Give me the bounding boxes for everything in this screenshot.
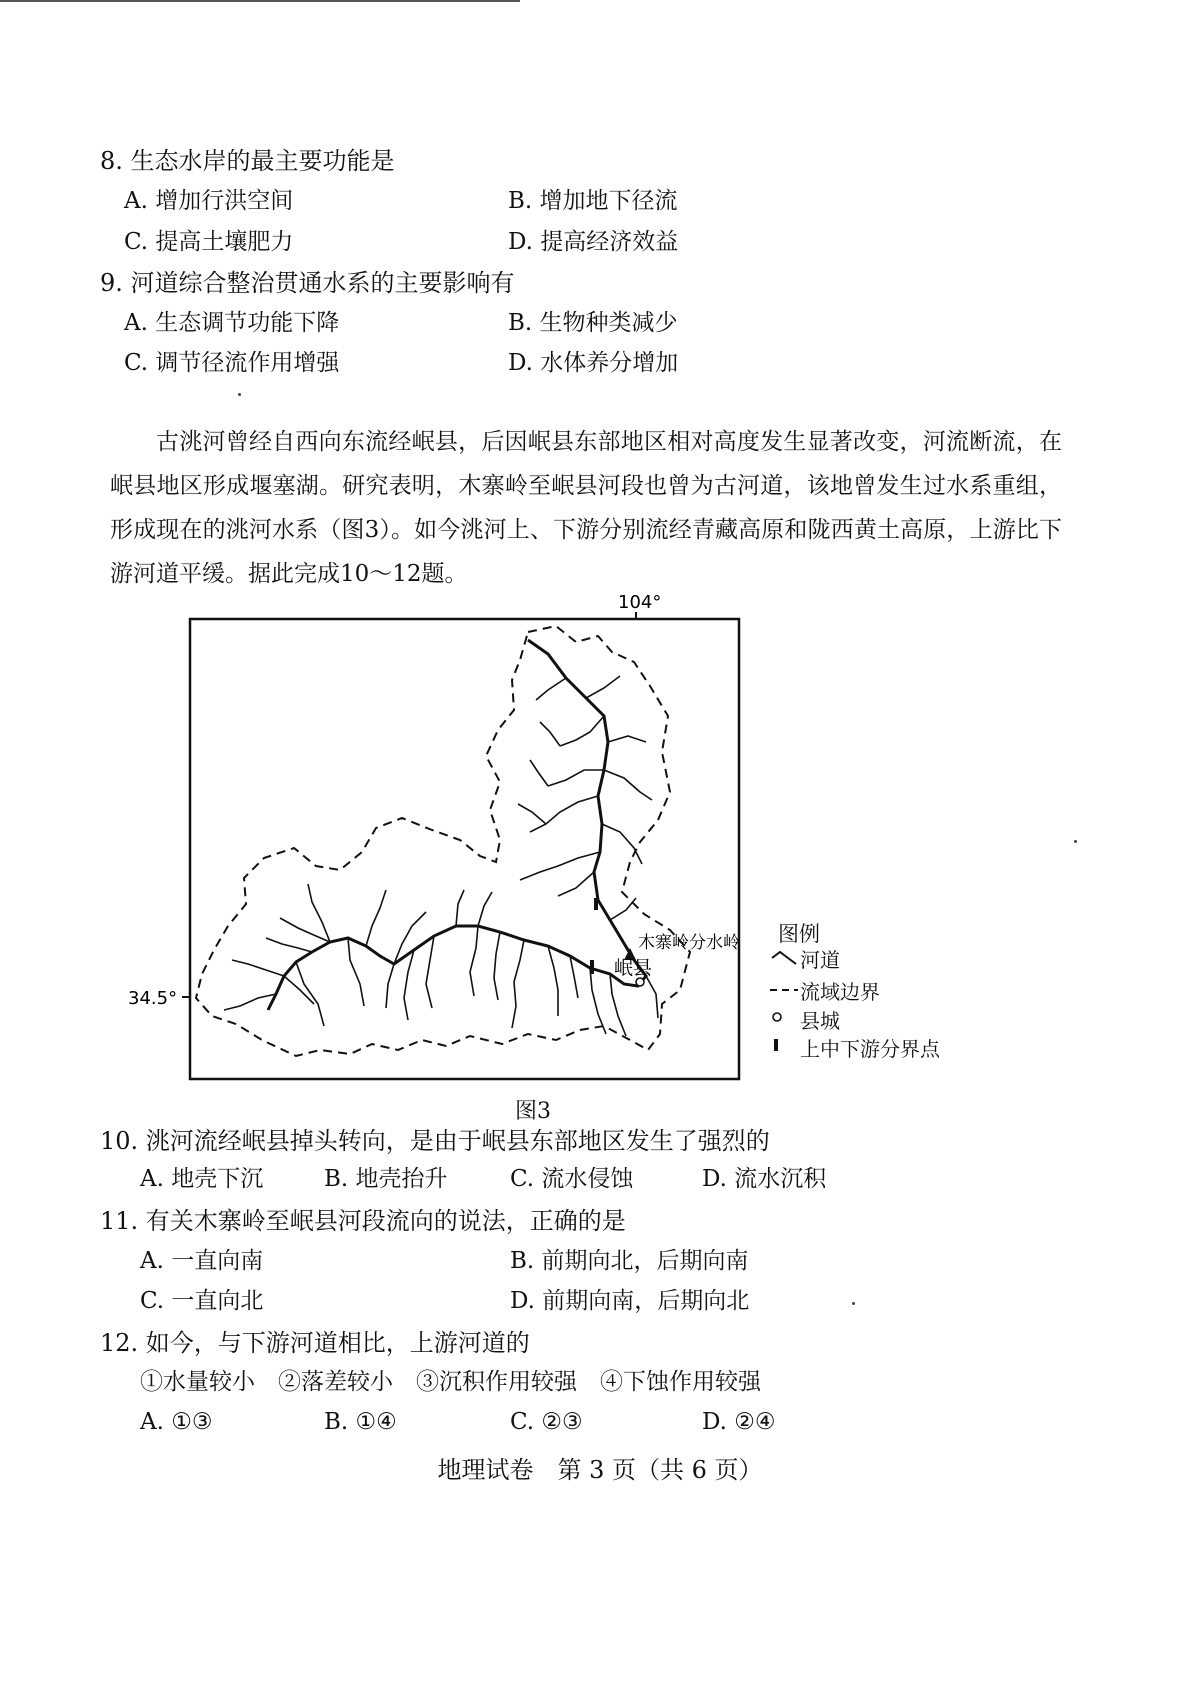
question-9-stem: 9. 河道综合整治贯通水系的主要影响有 bbox=[100, 269, 515, 297]
q10-option-c: C. 流水侵蚀 bbox=[510, 1166, 634, 1192]
scan-speck bbox=[852, 1302, 855, 1305]
reach-boundary-marker-1 bbox=[590, 960, 594, 974]
question-10-stem: 10. 洮河流经岷县掉头转向，是由于岷县东部地区发生了强烈的 bbox=[100, 1127, 770, 1155]
q8-option-b: B. 增加地下径流 bbox=[508, 188, 678, 214]
q10-option-d: D. 流水沉积 bbox=[702, 1166, 827, 1192]
minxian-county-dot bbox=[636, 978, 644, 986]
q12-option-a: A. ①③ bbox=[140, 1409, 213, 1435]
q12-option-b: B. ①④ bbox=[324, 1409, 397, 1435]
q8-option-a: A. 增加行洪空间 bbox=[124, 188, 294, 214]
q10-option-a: A. 地壳下沉 bbox=[140, 1166, 264, 1192]
page-footer: 地理试卷 第 3 页（共 6 页） bbox=[437, 1456, 763, 1484]
q11-option-d: D. 前期向南，后期向北 bbox=[510, 1288, 750, 1314]
question-8-stem: 8. 生态水岸的最主要功能是 bbox=[100, 147, 395, 175]
longitude-label: 104° bbox=[618, 592, 662, 613]
minxian-label: 岷县 bbox=[614, 957, 653, 979]
q12-statements: ①水量较小 ②落差较小 ③沉积作用较强 ④下蚀作用较强 bbox=[140, 1369, 761, 1395]
q11-option-c: C. 一直向北 bbox=[140, 1288, 264, 1314]
q9-option-a: A. 生态调节功能下降 bbox=[124, 310, 340, 336]
legend-county-symbol bbox=[773, 1013, 781, 1021]
q12-option-d: D. ②④ bbox=[702, 1409, 776, 1435]
legend-title: 图例 bbox=[778, 922, 820, 946]
legend-river-symbol bbox=[772, 952, 796, 964]
q11-option-a: A. 一直向南 bbox=[140, 1248, 264, 1274]
legend-river-label: 河道 bbox=[800, 948, 840, 972]
legend-marker-label: 上中下游分界点 bbox=[800, 1037, 940, 1061]
passage-text: 古洮河曾经自西向东流经岷县，后因岷县东部地区相对高度发生显著改变，河流断流，在岷县地区形成堰塞湖。研究表明，木寨岭至岷县河段也曾为古河道，该地曾发生过水系重组，形成现在的洮河水系（图3）。如今洮河上、下游分别流经青藏高原和陇西黄土高原，上游比下游河道平缓。据此完成10～12题。 bbox=[110, 429, 1062, 587]
basin-boundary bbox=[196, 626, 690, 1056]
latitude-label: 34.5° bbox=[128, 988, 178, 1009]
scan-speck bbox=[1074, 840, 1077, 843]
q10-option-b: B. 地壳抬升 bbox=[324, 1166, 448, 1192]
tributaries bbox=[224, 676, 658, 1036]
question-12-stem: 12. 如今，与下游河道相比，上游河道的 bbox=[100, 1329, 530, 1357]
legend-marker-symbol bbox=[774, 1039, 778, 1051]
legend-boundary-label: 流域边界 bbox=[800, 980, 880, 1004]
q9-option-c: C. 调节径流作用增强 bbox=[124, 350, 340, 376]
q12-option-c: C. ②③ bbox=[510, 1409, 583, 1435]
reach-boundary-marker-2 bbox=[594, 898, 598, 910]
figure-caption: 图3 bbox=[515, 1099, 551, 1124]
q8-option-d: D. 提高经济效益 bbox=[508, 229, 679, 255]
q8-option-c: C. 提高土壤肥力 bbox=[124, 229, 294, 255]
q9-option-b: B. 生物种类减少 bbox=[508, 310, 678, 336]
q9-option-d: D. 水体养分增加 bbox=[508, 350, 679, 376]
question-11-stem: 11. 有关木寨岭至岷县河段流向的说法，正确的是 bbox=[100, 1207, 626, 1235]
muzhailing-label: 木寨岭分水岭 bbox=[638, 933, 740, 953]
q11-option-b: B. 前期向北，后期向南 bbox=[510, 1248, 749, 1274]
legend-county-label: 县城 bbox=[800, 1009, 840, 1033]
